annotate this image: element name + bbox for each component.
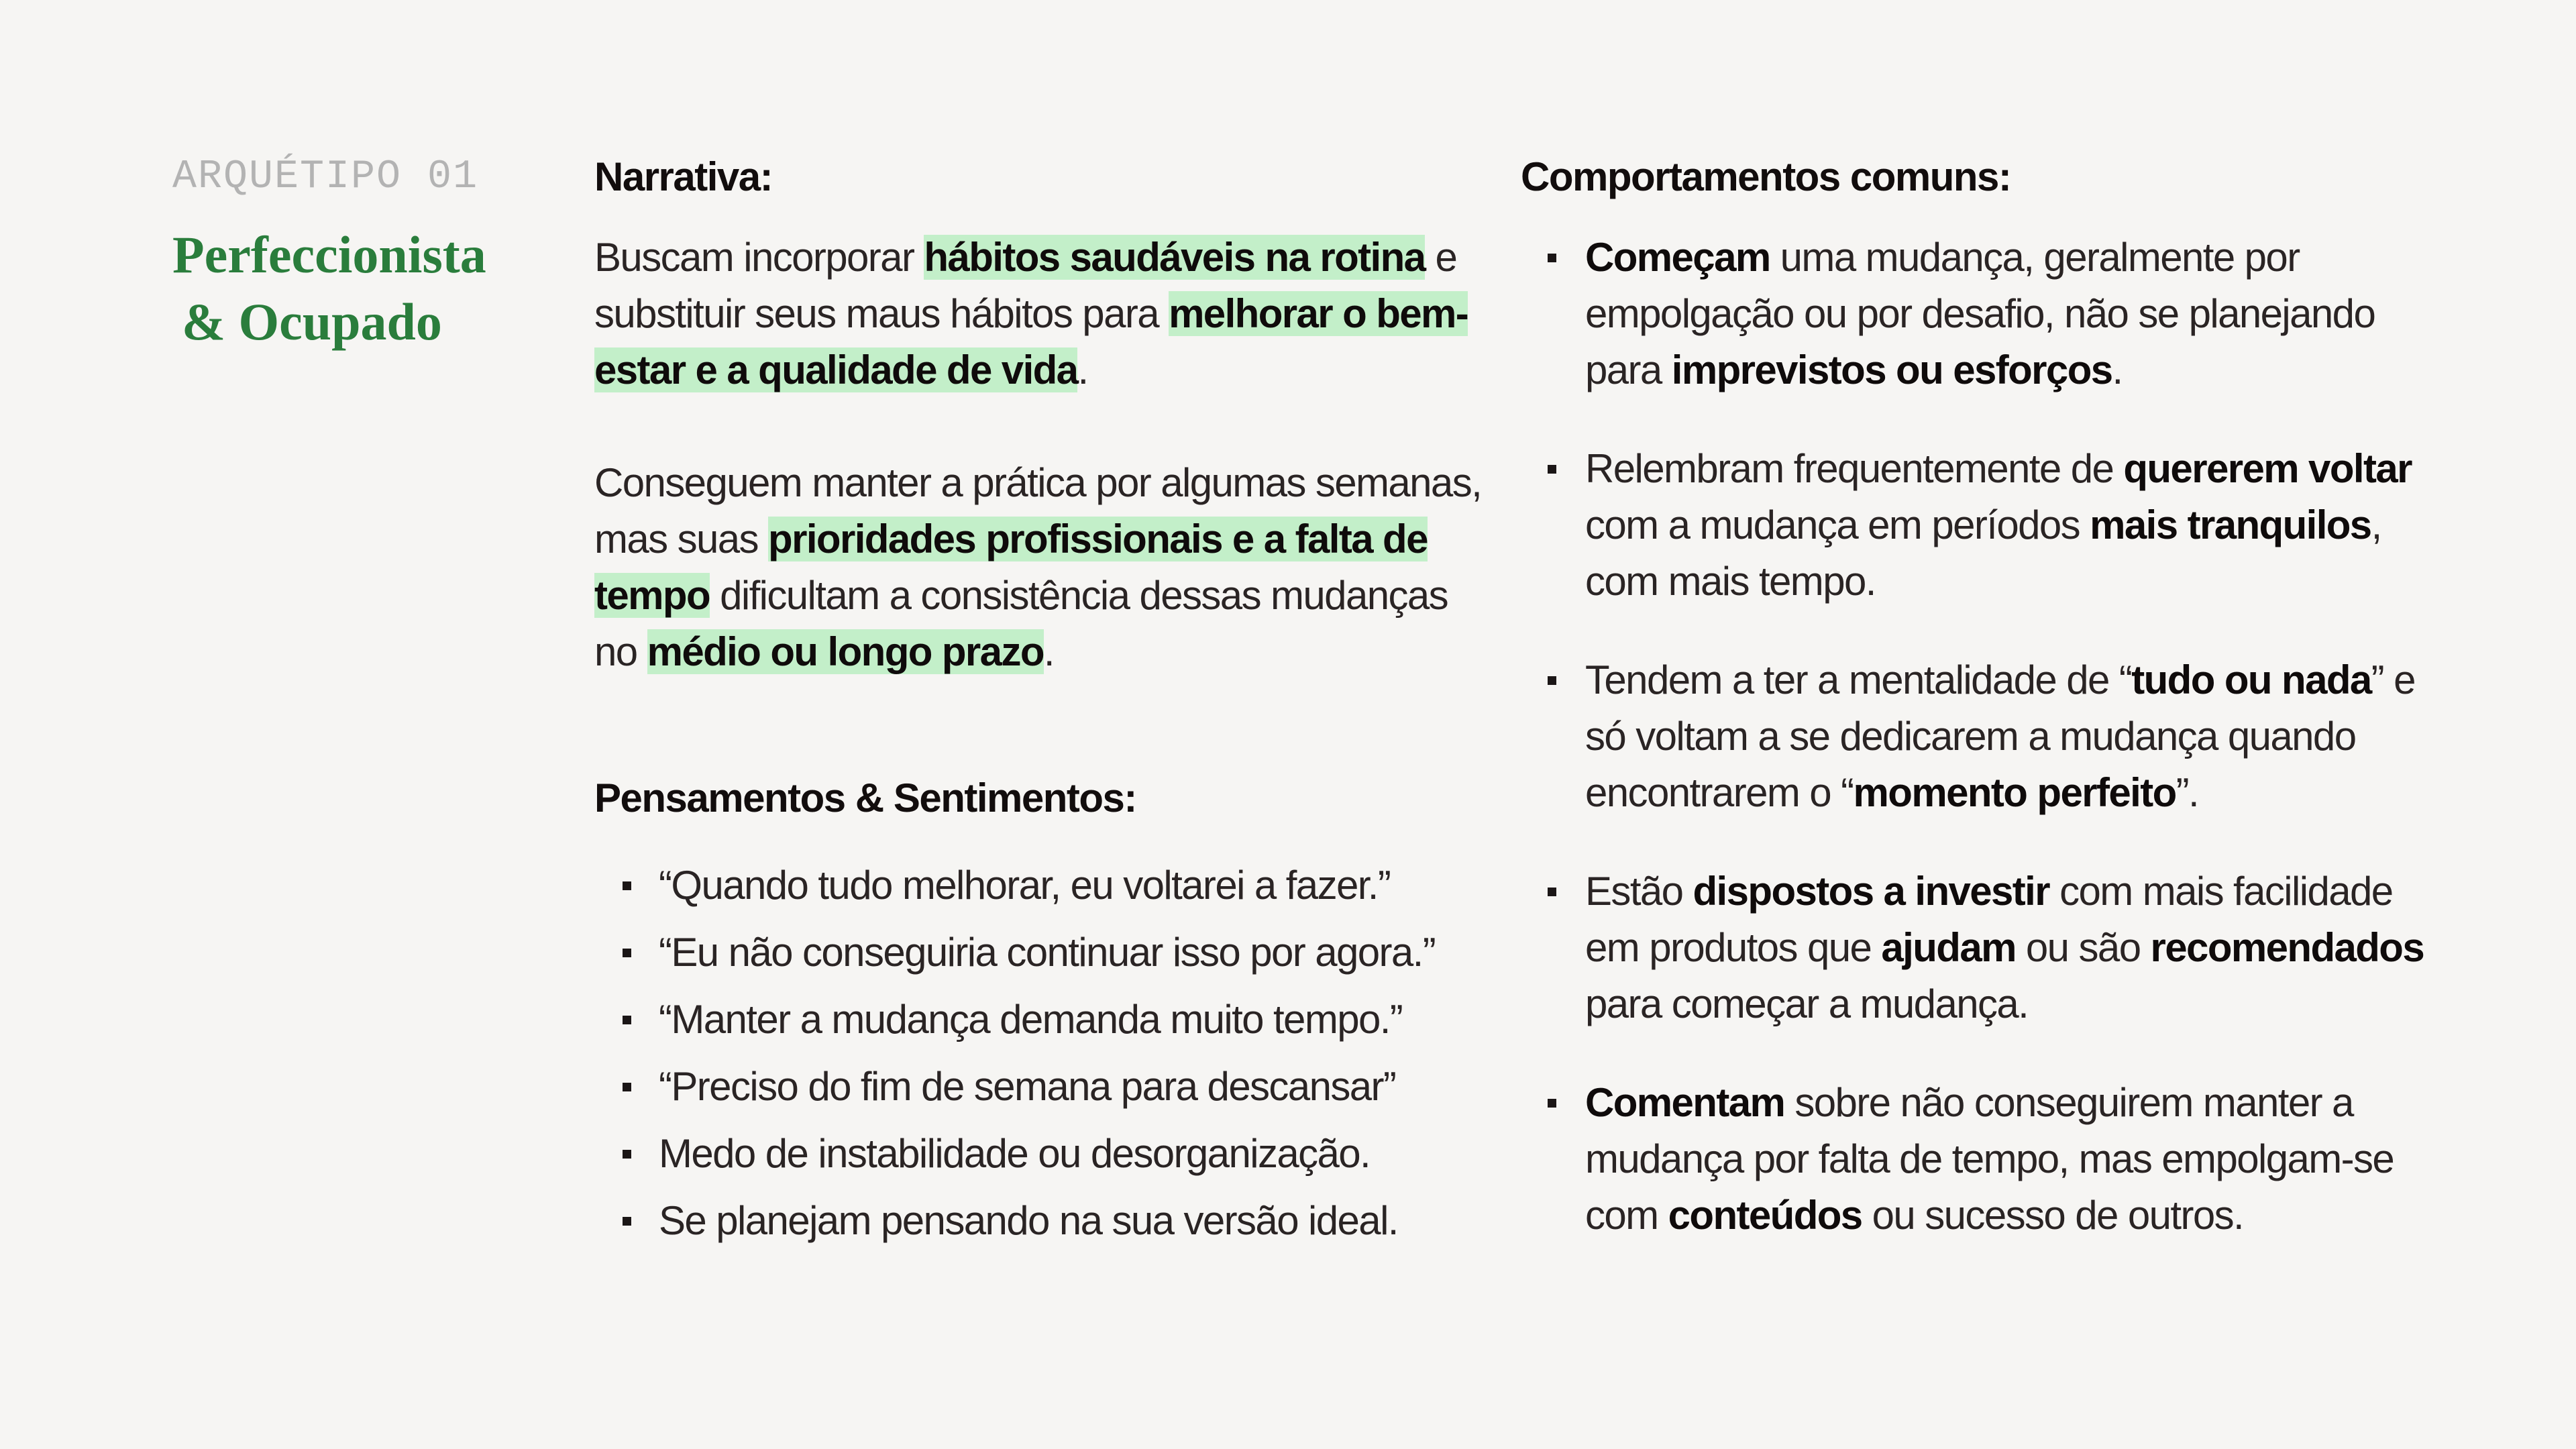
thought-item: Se planejam pensando na sua versão ideal. [594, 1187, 1487, 1254]
behavior-item [1521, 229, 2433, 398]
text-run: uma mudança, geralmente por empolgação ou por desafio, não se planejando para [1585, 235, 2375, 392]
narrative-heading: Narrativa: [594, 154, 773, 199]
archetype-label: ARQUÉTIPO 01 [172, 154, 479, 200]
text-run: e substituir seus maus hábitos para [594, 235, 1457, 336]
narrative-paragraph-1 [594, 229, 1487, 398]
text-run: com a mudança em períodos [1585, 502, 2090, 547]
narrative-column [594, 153, 1487, 1254]
emphasis: momento perfeito [1853, 770, 2176, 815]
text-run: Estão [1585, 869, 1693, 914]
text-run: ou sucesso de outros. [1862, 1193, 2244, 1238]
emphasis: imprevistos ou esforços [1671, 347, 2112, 392]
highlight: hábitos saudáveis na rotina [924, 235, 1426, 280]
emphasis: Começam [1585, 235, 1770, 280]
archetype-title-line1: Perfeccionista [172, 225, 486, 284]
thoughts-list [594, 852, 1487, 1254]
emphasis: dispostos a investir [1693, 869, 2049, 914]
behaviors-heading: Comportamentos comuns: [1521, 154, 2011, 199]
behavior-item [1521, 1075, 2433, 1244]
emphasis: recomendados [2150, 925, 2424, 970]
emphasis: Comentam [1585, 1080, 1785, 1125]
highlight: melhorar o bem-estar e a qualidade de vida [594, 291, 1468, 392]
behaviors-column [1521, 153, 2433, 1286]
thought-item: “Manter a mudança demanda muito tempo.” [594, 986, 1487, 1053]
behaviors-list [1521, 229, 2433, 1244]
archetype-title [172, 221, 548, 356]
narrative-paragraph-2 [594, 455, 1487, 680]
emphasis: conteúdos [1668, 1193, 1862, 1238]
highlight: prioridades profissionais e a falta de tempo [594, 517, 1428, 618]
text-run: Tendem a ter a mentalidade de “ [1585, 657, 2132, 702]
text-run: com mais facilidade em produtos que [1585, 869, 2393, 970]
behavior-item [1521, 441, 2433, 610]
text-run: . [1077, 347, 1088, 392]
text-run: , com mais tempo. [1585, 502, 2381, 604]
emphasis: tudo ou nada [2131, 657, 2371, 702]
archetype-title-line2: & Ocupado [182, 292, 442, 351]
text-run: sobre não conseguirem manter a mudança por falta de tempo, mas empolgam-se com [1585, 1080, 2394, 1238]
text-run: . [1043, 629, 1054, 674]
text-run: Conseguem manter a prática por algumas semanas, mas suas [594, 460, 1482, 561]
text-run: dificultam a consistência dessas mudanças no [594, 573, 1448, 674]
emphasis: ajudam [1881, 925, 2016, 970]
behavior-item [1521, 863, 2433, 1032]
thought-item: “Eu não conseguiria continuar isso por agora.” [594, 919, 1487, 986]
text-run: . [2112, 347, 2123, 392]
text-run: ”. [2176, 770, 2199, 815]
archetype-column [172, 153, 548, 356]
thoughts-heading: Pensamentos & Sentimentos: [594, 775, 1136, 820]
emphasis: quererem voltar [2123, 446, 2412, 491]
text-run: Relembram frequentemente de [1585, 446, 2124, 491]
emphasis: mais tranquilos [2090, 502, 2371, 547]
thought-item: Medo de instabilidade ou desorganização. [594, 1120, 1487, 1187]
thought-item: “Quando tudo melhorar, eu voltarei a fazer.” [594, 852, 1487, 919]
text-run: para começar a mudança. [1585, 981, 2029, 1026]
text-run: Buscam incorporar [594, 235, 924, 280]
highlight: médio ou longo prazo [647, 629, 1044, 674]
text-run: ” e só voltam a se dedicarem a mudança quando encontrarem o “ [1585, 657, 2415, 815]
thought-item: “Preciso do fim de semana para descansar” [594, 1053, 1487, 1120]
behavior-item [1521, 652, 2433, 821]
text-run: ou são [2015, 925, 2151, 970]
